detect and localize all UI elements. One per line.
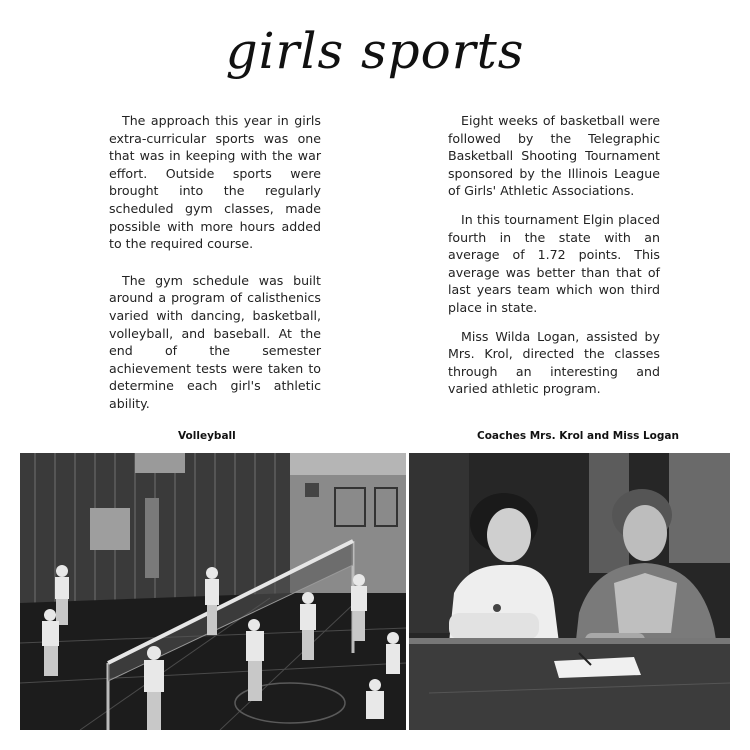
page-title: girls sports <box>225 22 525 80</box>
left-text-column <box>109 112 321 432</box>
right-paragraph-2: In this tournament Elgin placed fourth in the state with an average of 1.72 points. This average was better than that of last years team which won third place in state. <box>448 211 660 315</box>
left-paragraph-1: The approach this year in girls extra-curricular sports was one that was in keeping with the war effort. Outside sports were brought into the regularly scheduled gym classes, made possible with more hours added to the required course. <box>109 113 321 252</box>
right-paragraph-3: Miss Wilda Logan, assisted by Mrs. Krol, directed the classes through an interesting and varied athletic program. <box>448 328 660 397</box>
volleyball-caption: Volleyball <box>178 430 236 442</box>
left-paragraph-2: The gym schedule was built around a program of calisthenics varied with dancing, basketball, volleyball, and baseball. At the end of the semester achievement tests were taken to determine each girl's athletic ability. <box>109 272 321 411</box>
coaches-photo-drawing <box>409 453 730 730</box>
right-paragraph-1: Eight weeks of basketball were followed by the Telegraphic Basketball Shooting Tournament sponsored by the Illinois League of Girls' Athletic Associations. <box>448 113 660 199</box>
volleyball-photo-drawing <box>20 453 406 730</box>
volleyball-photo <box>20 453 406 730</box>
coaches-caption: Coaches Mrs. Krol and Miss Logan <box>477 430 679 442</box>
coaches-photo <box>409 453 730 730</box>
right-text-column <box>448 112 660 409</box>
